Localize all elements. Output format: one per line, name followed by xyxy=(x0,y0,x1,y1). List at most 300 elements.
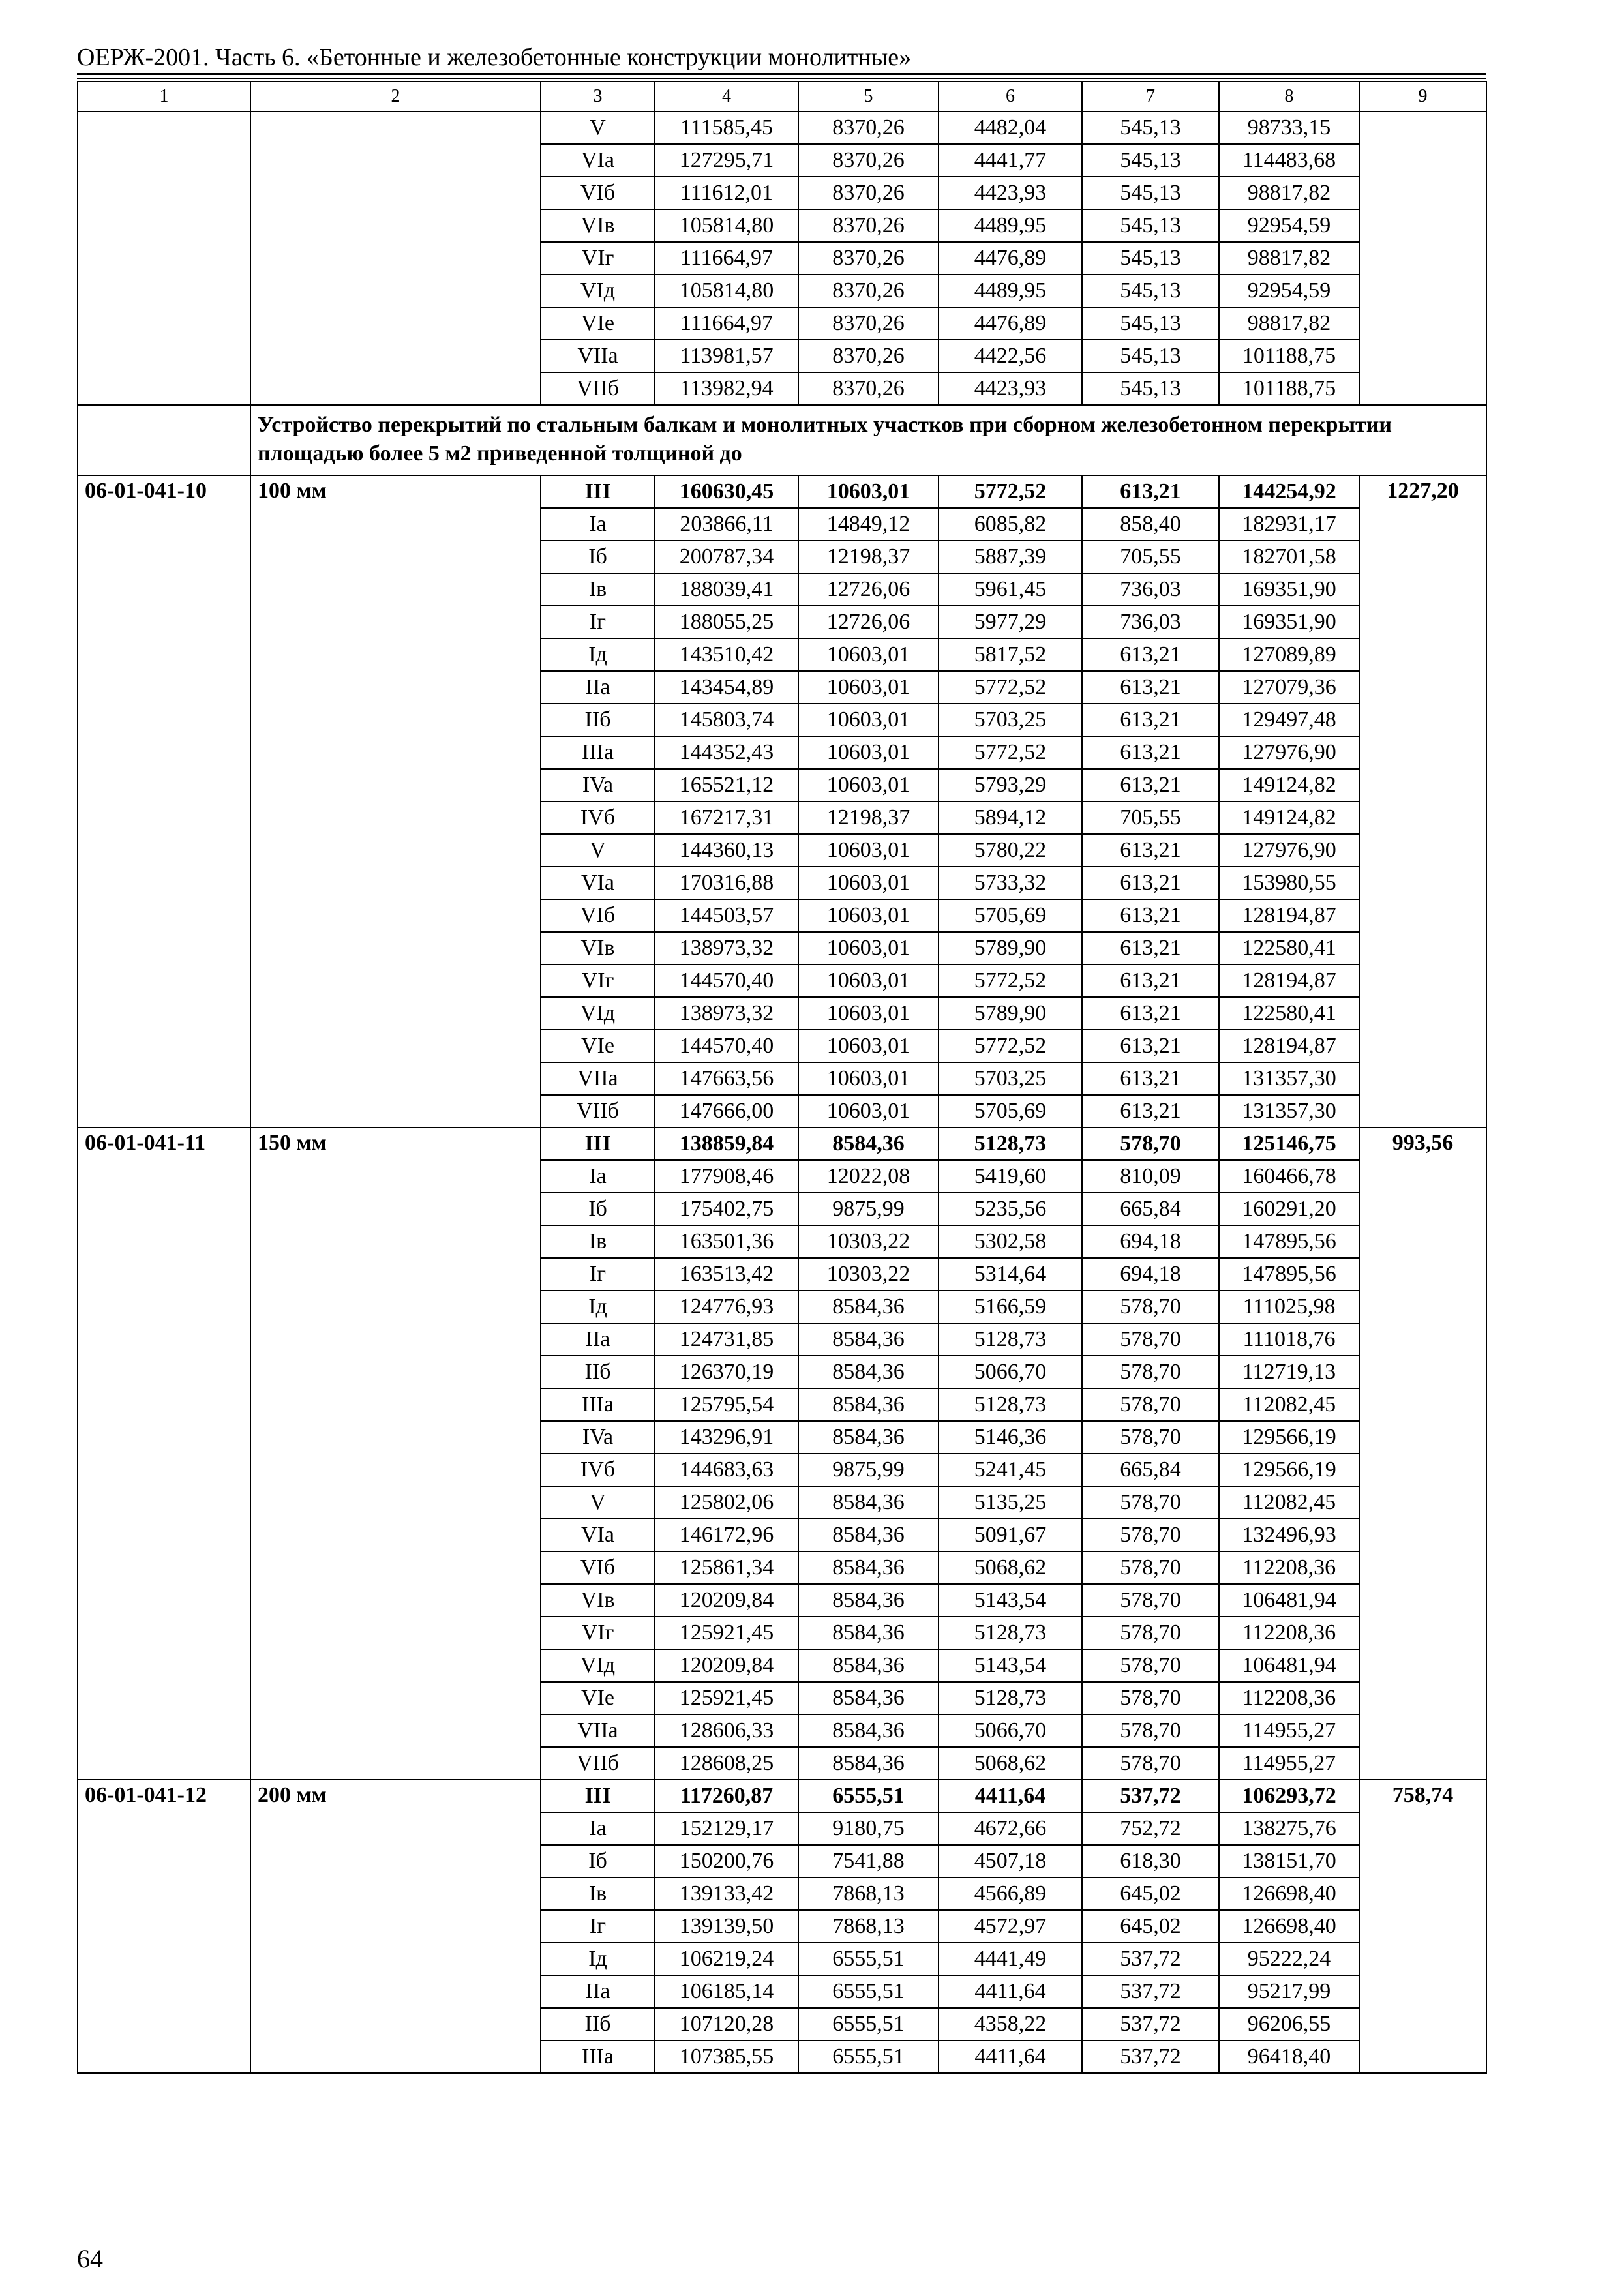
value-cell: IIб xyxy=(541,704,655,736)
value-cell: 810,09 xyxy=(1082,1160,1219,1193)
value-cell: 5143,54 xyxy=(939,1649,1082,1682)
value-cell: 578,70 xyxy=(1082,1649,1219,1682)
value-cell: 10603,01 xyxy=(798,1030,939,1062)
value-cell: 5128,73 xyxy=(939,1128,1082,1160)
value-cell: Iб xyxy=(541,541,655,573)
value-cell: 9875,99 xyxy=(798,1193,939,1225)
value-cell: 143454,89 xyxy=(655,671,798,704)
value-cell: VIe xyxy=(541,1682,655,1714)
value-cell: 578,70 xyxy=(1082,1747,1219,1780)
value-cell: 14849,12 xyxy=(798,508,939,541)
value-cell: 117260,87 xyxy=(655,1780,798,1812)
value-cell: 160466,78 xyxy=(1219,1160,1359,1193)
value-cell: 4672,66 xyxy=(939,1812,1082,1845)
column-number: 8 xyxy=(1219,82,1359,112)
column-number: 9 xyxy=(1359,82,1486,112)
value-cell: 4441,49 xyxy=(939,1943,1082,1975)
value-cell: Iг xyxy=(541,1910,655,1943)
value-cell: 578,70 xyxy=(1082,1291,1219,1323)
value-cell: 613,21 xyxy=(1082,736,1219,769)
value-cell: 105814,80 xyxy=(655,209,798,242)
value-cell: 613,21 xyxy=(1082,1030,1219,1062)
name-cell: 150 мм xyxy=(250,1128,541,1780)
value-cell: Iд xyxy=(541,1291,655,1323)
value-cell: 5419,60 xyxy=(939,1160,1082,1193)
value-cell: 131357,30 xyxy=(1219,1062,1359,1095)
value-cell: VIг xyxy=(541,965,655,997)
value-cell: VIa xyxy=(541,1519,655,1551)
value-cell: 5977,29 xyxy=(939,606,1082,638)
value-cell: 145803,74 xyxy=(655,704,798,736)
value-cell: 125861,34 xyxy=(655,1551,798,1584)
value-cell: 4507,18 xyxy=(939,1845,1082,1878)
value-cell: 545,13 xyxy=(1082,209,1219,242)
value-cell: 149124,82 xyxy=(1219,769,1359,801)
value-cell: 5703,25 xyxy=(939,1062,1082,1095)
value-cell: 149124,82 xyxy=(1219,801,1359,834)
value-cell: Ia xyxy=(541,1160,655,1193)
value-cell: 537,72 xyxy=(1082,1975,1219,2008)
value-cell: 5705,69 xyxy=(939,1095,1082,1128)
value-cell: 111664,97 xyxy=(655,307,798,340)
value-cell: VIIб xyxy=(541,372,655,405)
value-cell: 125921,45 xyxy=(655,1617,798,1649)
value-cell: 5961,45 xyxy=(939,573,1082,606)
value-cell: 126698,40 xyxy=(1219,1878,1359,1910)
value-cell: 5772,52 xyxy=(939,736,1082,769)
table-row xyxy=(78,1780,1486,1812)
value-cell: 578,70 xyxy=(1082,1356,1219,1388)
value-cell: 613,21 xyxy=(1082,1062,1219,1095)
col9-cell xyxy=(1359,112,1486,405)
value-cell: 5128,73 xyxy=(939,1617,1082,1649)
value-cell: 112208,36 xyxy=(1219,1551,1359,1584)
value-cell: Iв xyxy=(541,1225,655,1258)
value-cell: IIa xyxy=(541,1975,655,2008)
value-cell: 5066,70 xyxy=(939,1714,1082,1747)
value-cell: 5143,54 xyxy=(939,1584,1082,1617)
value-cell: IIб xyxy=(541,2008,655,2041)
value-cell: 111612,01 xyxy=(655,177,798,209)
value-cell: 101188,75 xyxy=(1219,372,1359,405)
value-cell: 10603,01 xyxy=(798,899,939,932)
value-cell: 120209,84 xyxy=(655,1584,798,1617)
value-cell: Iв xyxy=(541,573,655,606)
value-cell: 8370,26 xyxy=(798,340,939,372)
value-cell: 5772,52 xyxy=(939,475,1082,508)
value-cell: 705,55 xyxy=(1082,541,1219,573)
value-cell: 4358,22 xyxy=(939,2008,1082,2041)
value-cell: 5772,52 xyxy=(939,671,1082,704)
value-cell: 127976,90 xyxy=(1219,736,1359,769)
header-rule xyxy=(77,73,1486,75)
value-cell: 128194,87 xyxy=(1219,1030,1359,1062)
value-cell: 147895,56 xyxy=(1219,1258,1359,1291)
value-cell: VIв xyxy=(541,1584,655,1617)
value-cell: 545,13 xyxy=(1082,177,1219,209)
value-cell: 5302,58 xyxy=(939,1225,1082,1258)
value-cell: 167217,31 xyxy=(655,801,798,834)
value-cell: 4411,64 xyxy=(939,1780,1082,1812)
value-cell: 124776,93 xyxy=(655,1291,798,1323)
value-cell: 128608,25 xyxy=(655,1747,798,1780)
value-cell: 8584,36 xyxy=(798,1388,939,1421)
value-cell: 147666,00 xyxy=(655,1095,798,1128)
value-cell: 694,18 xyxy=(1082,1225,1219,1258)
value-cell: 8584,36 xyxy=(798,1682,939,1714)
value-cell: 113982,94 xyxy=(655,372,798,405)
value-cell: 736,03 xyxy=(1082,606,1219,638)
value-cell: 127295,71 xyxy=(655,144,798,177)
value-cell: Iд xyxy=(541,638,655,671)
value-cell: 114955,27 xyxy=(1219,1747,1359,1780)
value-cell: 132496,93 xyxy=(1219,1519,1359,1551)
col9-cell: 993,56 xyxy=(1359,1128,1486,1780)
value-cell: VIIa xyxy=(541,1062,655,1095)
value-cell: 5128,73 xyxy=(939,1682,1082,1714)
value-cell: 613,21 xyxy=(1082,932,1219,965)
value-cell: III xyxy=(541,1780,655,1812)
value-cell: 182931,17 xyxy=(1219,508,1359,541)
value-cell: 613,21 xyxy=(1082,1095,1219,1128)
value-cell: 106481,94 xyxy=(1219,1649,1359,1682)
value-cell: 12726,06 xyxy=(798,606,939,638)
name-cell xyxy=(250,112,541,405)
value-cell: 9180,75 xyxy=(798,1812,939,1845)
value-cell: 122580,41 xyxy=(1219,997,1359,1030)
value-cell: 92954,59 xyxy=(1219,275,1359,307)
column-number: 7 xyxy=(1082,82,1219,112)
value-cell: 545,13 xyxy=(1082,275,1219,307)
col9-cell: 758,74 xyxy=(1359,1780,1486,2073)
value-cell: 5789,90 xyxy=(939,997,1082,1030)
value-cell: 5314,64 xyxy=(939,1258,1082,1291)
value-cell: 705,55 xyxy=(1082,801,1219,834)
value-cell: VIIa xyxy=(541,340,655,372)
value-cell: 8370,26 xyxy=(798,307,939,340)
value-cell: VIIa xyxy=(541,1714,655,1747)
value-cell: 736,03 xyxy=(1082,573,1219,606)
value-cell: 5780,22 xyxy=(939,834,1082,867)
value-cell: 96418,40 xyxy=(1219,2041,1359,2073)
table-row xyxy=(78,112,1486,144)
value-cell: 5703,25 xyxy=(939,704,1082,736)
value-cell: 125921,45 xyxy=(655,1682,798,1714)
value-cell: 5091,67 xyxy=(939,1519,1082,1551)
value-cell: IVб xyxy=(541,801,655,834)
value-cell: 694,18 xyxy=(1082,1258,1219,1291)
name-cell: 100 мм xyxy=(250,475,541,1128)
value-cell: 6555,51 xyxy=(798,2008,939,2041)
value-cell: 10603,01 xyxy=(798,997,939,1030)
value-cell: 106481,94 xyxy=(1219,1584,1359,1617)
value-cell: 126698,40 xyxy=(1219,1910,1359,1943)
value-cell: Iв xyxy=(541,1878,655,1910)
value-cell: 7868,13 xyxy=(798,1878,939,1910)
section-title: Устройство перекрытий по стальным балкам и монолитных участков при сборном железобетонном перекрытии площадью более 5 м2 приведенной толщиной до xyxy=(250,405,1486,475)
value-cell: 5068,62 xyxy=(939,1551,1082,1584)
value-cell: V xyxy=(541,834,655,867)
value-cell: 111585,45 xyxy=(655,112,798,144)
value-cell: 170316,88 xyxy=(655,867,798,899)
value-cell: 578,70 xyxy=(1082,1421,1219,1454)
value-cell: 112208,36 xyxy=(1219,1617,1359,1649)
value-cell: 10603,01 xyxy=(798,638,939,671)
value-cell: 127976,90 xyxy=(1219,834,1359,867)
value-cell: IIa xyxy=(541,671,655,704)
header-rule-thin xyxy=(77,78,1486,79)
value-cell: 578,70 xyxy=(1082,1388,1219,1421)
value-cell: 98817,82 xyxy=(1219,177,1359,209)
value-cell: 5241,45 xyxy=(939,1454,1082,1486)
value-cell: 200787,34 xyxy=(655,541,798,573)
value-cell: 177908,46 xyxy=(655,1160,798,1193)
value-cell: VIв xyxy=(541,932,655,965)
value-cell: 5128,73 xyxy=(939,1388,1082,1421)
col9-cell: 1227,20 xyxy=(1359,475,1486,1128)
value-cell: 645,02 xyxy=(1082,1910,1219,1943)
value-cell: 537,72 xyxy=(1082,2041,1219,2073)
value-cell: 858,40 xyxy=(1082,508,1219,541)
value-cell: VIб xyxy=(541,899,655,932)
value-cell: 4482,04 xyxy=(939,112,1082,144)
value-cell: 128194,87 xyxy=(1219,965,1359,997)
value-cell: Iг xyxy=(541,606,655,638)
value-cell: 139133,42 xyxy=(655,1878,798,1910)
value-cell: VIд xyxy=(541,1649,655,1682)
value-cell: 5733,32 xyxy=(939,867,1082,899)
value-cell: Iб xyxy=(541,1193,655,1225)
value-cell: 5772,52 xyxy=(939,965,1082,997)
value-cell: 139139,50 xyxy=(655,1910,798,1943)
value-cell: 10603,01 xyxy=(798,965,939,997)
value-cell: 4566,89 xyxy=(939,1878,1082,1910)
value-cell: 4423,93 xyxy=(939,372,1082,405)
value-cell: 665,84 xyxy=(1082,1193,1219,1225)
value-cell: VIг xyxy=(541,242,655,275)
value-cell: 147895,56 xyxy=(1219,1225,1359,1258)
value-cell: 578,70 xyxy=(1082,1323,1219,1356)
value-cell: VIд xyxy=(541,275,655,307)
column-number-row xyxy=(78,82,1486,112)
value-cell: 613,21 xyxy=(1082,671,1219,704)
section-blank-cell xyxy=(78,405,250,475)
value-cell: 10303,22 xyxy=(798,1225,939,1258)
value-cell: 128606,33 xyxy=(655,1714,798,1747)
value-cell: 6555,51 xyxy=(798,1975,939,2008)
value-cell: 188039,41 xyxy=(655,573,798,606)
value-cell: 107385,55 xyxy=(655,2041,798,2073)
value-cell: 5887,39 xyxy=(939,541,1082,573)
table-row xyxy=(78,1128,1486,1160)
value-cell: 4423,93 xyxy=(939,177,1082,209)
value-cell: 124731,85 xyxy=(655,1323,798,1356)
value-cell: 8370,26 xyxy=(798,209,939,242)
value-cell: 7868,13 xyxy=(798,1910,939,1943)
value-cell: 6555,51 xyxy=(798,1780,939,1812)
value-cell: 113981,57 xyxy=(655,340,798,372)
value-cell: 111018,76 xyxy=(1219,1323,1359,1356)
value-cell: 545,13 xyxy=(1082,340,1219,372)
value-cell: 92954,59 xyxy=(1219,209,1359,242)
value-cell: 8370,26 xyxy=(798,177,939,209)
column-number: 3 xyxy=(541,82,655,112)
code-cell: 06-01-041-12 xyxy=(78,1780,250,2073)
value-cell: VIд xyxy=(541,997,655,1030)
value-cell: 95217,99 xyxy=(1219,1975,1359,2008)
value-cell: 114955,27 xyxy=(1219,1714,1359,1747)
price-table xyxy=(77,81,1487,2074)
value-cell: 6555,51 xyxy=(798,1943,939,1975)
column-number: 5 xyxy=(798,82,939,112)
value-cell: 4489,95 xyxy=(939,209,1082,242)
value-cell: 129566,19 xyxy=(1219,1421,1359,1454)
section-title-row xyxy=(78,405,1486,475)
value-cell: 5068,62 xyxy=(939,1747,1082,1780)
value-cell: 5128,73 xyxy=(939,1323,1082,1356)
value-cell: 545,13 xyxy=(1082,242,1219,275)
value-cell: 5793,29 xyxy=(939,769,1082,801)
value-cell: III xyxy=(541,475,655,508)
value-cell: 129566,19 xyxy=(1219,1454,1359,1486)
value-cell: 8370,26 xyxy=(798,112,939,144)
value-cell: 8584,36 xyxy=(798,1128,939,1160)
value-cell: 127089,89 xyxy=(1219,638,1359,671)
value-cell: III xyxy=(541,1128,655,1160)
value-cell: IIб xyxy=(541,1356,655,1388)
value-cell: 169351,90 xyxy=(1219,573,1359,606)
value-cell: Ia xyxy=(541,1812,655,1845)
value-cell: IVa xyxy=(541,769,655,801)
value-cell: 5789,90 xyxy=(939,932,1082,965)
code-cell: 06-01-041-11 xyxy=(78,1128,250,1780)
value-cell: VIa xyxy=(541,144,655,177)
value-cell: 5166,59 xyxy=(939,1291,1082,1323)
table-row xyxy=(78,475,1486,508)
value-cell: 8584,36 xyxy=(798,1486,939,1519)
value-cell: 8584,36 xyxy=(798,1356,939,1388)
value-cell: 10603,01 xyxy=(798,736,939,769)
value-cell: 578,70 xyxy=(1082,1617,1219,1649)
value-cell: 8584,36 xyxy=(798,1714,939,1747)
value-cell: 4441,77 xyxy=(939,144,1082,177)
value-cell: IVa xyxy=(541,1421,655,1454)
value-cell: Iд xyxy=(541,1943,655,1975)
value-cell: 131357,30 xyxy=(1219,1095,1359,1128)
value-cell: 8584,36 xyxy=(798,1584,939,1617)
value-cell: 613,21 xyxy=(1082,769,1219,801)
value-cell: 5135,25 xyxy=(939,1486,1082,1519)
value-cell: 160630,45 xyxy=(655,475,798,508)
value-cell: 188055,25 xyxy=(655,606,798,638)
value-cell: V xyxy=(541,112,655,144)
value-cell: 537,72 xyxy=(1082,1780,1219,1812)
value-cell: 8370,26 xyxy=(798,372,939,405)
value-cell: VIIб xyxy=(541,1095,655,1128)
value-cell: 122580,41 xyxy=(1219,932,1359,965)
value-cell: 5772,52 xyxy=(939,1030,1082,1062)
value-cell: Ia xyxy=(541,508,655,541)
value-cell: 4411,64 xyxy=(939,1975,1082,2008)
value-cell: 10603,01 xyxy=(798,769,939,801)
value-cell: 10303,22 xyxy=(798,1258,939,1291)
value-cell: 613,21 xyxy=(1082,834,1219,867)
value-cell: 6085,82 xyxy=(939,508,1082,541)
value-cell: 613,21 xyxy=(1082,965,1219,997)
value-cell: 578,70 xyxy=(1082,1519,1219,1551)
page-header: ОЕРЖ-2001. Часть 6. «Бетонные и железобетонные конструкции монолитные» xyxy=(77,44,912,71)
value-cell: 12726,06 xyxy=(798,573,939,606)
value-cell: 8584,36 xyxy=(798,1747,939,1780)
name-cell: 200 мм xyxy=(250,1780,541,2073)
value-cell: 12198,37 xyxy=(798,801,939,834)
value-cell: 613,21 xyxy=(1082,997,1219,1030)
value-cell: 144683,63 xyxy=(655,1454,798,1486)
value-cell: 5817,52 xyxy=(939,638,1082,671)
value-cell: 613,21 xyxy=(1082,475,1219,508)
value-cell: 126370,19 xyxy=(655,1356,798,1388)
value-cell: 165521,12 xyxy=(655,769,798,801)
value-cell: 618,30 xyxy=(1082,1845,1219,1878)
value-cell: 163501,36 xyxy=(655,1225,798,1258)
value-cell: 10603,01 xyxy=(798,475,939,508)
value-cell: 545,13 xyxy=(1082,307,1219,340)
value-cell: 112082,45 xyxy=(1219,1486,1359,1519)
value-cell: Iг xyxy=(541,1258,655,1291)
value-cell: IVб xyxy=(541,1454,655,1486)
value-cell: 10603,01 xyxy=(798,1062,939,1095)
value-cell: 138275,76 xyxy=(1219,1812,1359,1845)
value-cell: VIв xyxy=(541,209,655,242)
value-cell: 147663,56 xyxy=(655,1062,798,1095)
value-cell: 8584,36 xyxy=(798,1519,939,1551)
value-cell: 138973,32 xyxy=(655,932,798,965)
value-cell: 169351,90 xyxy=(1219,606,1359,638)
value-cell: 6555,51 xyxy=(798,2041,939,2073)
value-cell: 182701,58 xyxy=(1219,541,1359,573)
value-cell: 5235,56 xyxy=(939,1193,1082,1225)
value-cell: 8370,26 xyxy=(798,275,939,307)
value-cell: 10603,01 xyxy=(798,834,939,867)
value-cell: 8584,36 xyxy=(798,1551,939,1584)
value-cell: 5146,36 xyxy=(939,1421,1082,1454)
value-cell: 106185,14 xyxy=(655,1975,798,2008)
value-cell: 96206,55 xyxy=(1219,2008,1359,2041)
column-number: 2 xyxy=(250,82,541,112)
value-cell: 146172,96 xyxy=(655,1519,798,1551)
value-cell: 537,72 xyxy=(1082,1943,1219,1975)
value-cell: 4572,97 xyxy=(939,1910,1082,1943)
value-cell: 752,72 xyxy=(1082,1812,1219,1845)
value-cell: 150200,76 xyxy=(655,1845,798,1878)
value-cell: 645,02 xyxy=(1082,1878,1219,1910)
value-cell: 7541,88 xyxy=(798,1845,939,1878)
value-cell: 160291,20 xyxy=(1219,1193,1359,1225)
value-cell: 111664,97 xyxy=(655,242,798,275)
value-cell: 144360,13 xyxy=(655,834,798,867)
value-cell: 105814,80 xyxy=(655,275,798,307)
value-cell: 578,70 xyxy=(1082,1584,1219,1617)
value-cell: 138859,84 xyxy=(655,1128,798,1160)
value-cell: 12022,08 xyxy=(798,1160,939,1193)
value-cell: 129497,48 xyxy=(1219,704,1359,736)
column-number: 1 xyxy=(78,82,250,112)
code-cell: 06-01-041-10 xyxy=(78,475,250,1128)
value-cell: 144570,40 xyxy=(655,1030,798,1062)
value-cell: 106219,24 xyxy=(655,1943,798,1975)
value-cell: 578,70 xyxy=(1082,1551,1219,1584)
value-cell: 8584,36 xyxy=(798,1617,939,1649)
